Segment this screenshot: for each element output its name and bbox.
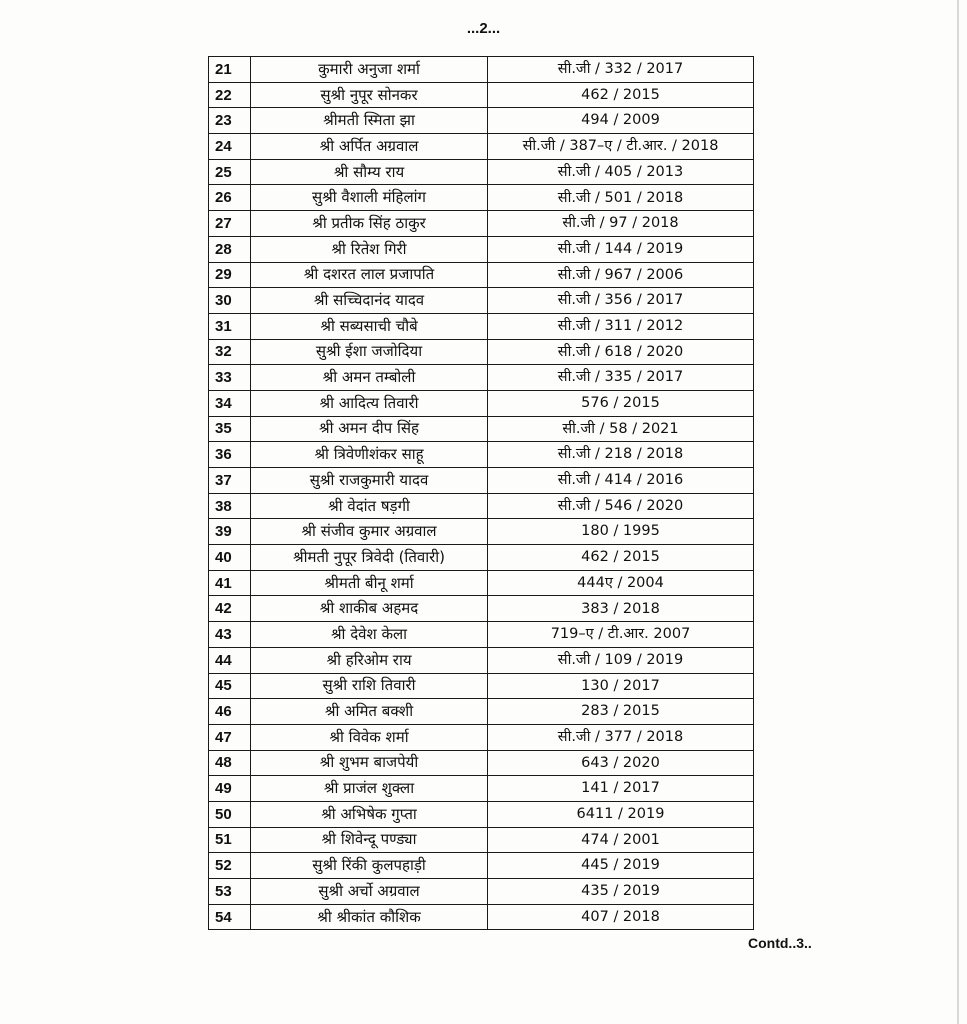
enrollment-number-cell: 6411 / 2019 bbox=[488, 801, 754, 827]
name-cell: सुश्री रिंकी कुलपहाड़ी bbox=[251, 853, 488, 879]
name-cell: श्री प्राजंल शुक्ला bbox=[251, 776, 488, 802]
table-row bbox=[209, 673, 754, 699]
serial-number-cell: 54 bbox=[209, 904, 251, 930]
name-cell: श्री अर्पित अग्रवाल bbox=[251, 134, 488, 160]
serial-number-cell: 36 bbox=[209, 442, 251, 468]
table-row bbox=[209, 288, 754, 314]
enrollment-number-cell: सी.जी / 967 / 2006 bbox=[488, 262, 754, 288]
enrollment-number-cell: सी.जी / 58 / 2021 bbox=[488, 416, 754, 442]
serial-number-cell: 38 bbox=[209, 493, 251, 519]
name-cell: श्री त्रिवेणीशंकर साहू bbox=[251, 442, 488, 468]
name-cell: श्रीमती नुपूर त्रिवेदी (तिवारी) bbox=[251, 545, 488, 571]
name-cell: श्री अमन तम्बोली bbox=[251, 365, 488, 391]
table-row bbox=[209, 211, 754, 237]
enrollment-number-cell: सी.जी / 546 / 2020 bbox=[488, 493, 754, 519]
enrollment-number-cell: 643 / 2020 bbox=[488, 750, 754, 776]
table-row bbox=[209, 159, 754, 185]
enrollment-number-cell: 407 / 2018 bbox=[488, 904, 754, 930]
enrollment-number-cell: 445 / 2019 bbox=[488, 853, 754, 879]
name-cell: सुश्री अर्चो अग्रवाल bbox=[251, 879, 488, 905]
serial-number-cell: 48 bbox=[209, 750, 251, 776]
serial-number-cell: 42 bbox=[209, 596, 251, 622]
table-row bbox=[209, 236, 754, 262]
name-cell: कुमारी अनुजा शर्मा bbox=[251, 57, 488, 83]
name-cell: श्रीमती स्मिता झा bbox=[251, 108, 488, 134]
name-cell: श्री हरिओम राय bbox=[251, 647, 488, 673]
enrollment-number-cell: सी.जी / 618 / 2020 bbox=[488, 339, 754, 365]
serial-number-cell: 39 bbox=[209, 519, 251, 545]
table-row bbox=[209, 313, 754, 339]
roll-table bbox=[208, 56, 754, 930]
serial-number-cell: 47 bbox=[209, 724, 251, 750]
serial-number-cell: 23 bbox=[209, 108, 251, 134]
serial-number-cell: 29 bbox=[209, 262, 251, 288]
name-cell: श्री रितेश गिरी bbox=[251, 236, 488, 262]
name-cell: सुश्री वैशाली मंहिलांग bbox=[251, 185, 488, 211]
serial-number-cell: 21 bbox=[209, 57, 251, 83]
table-row bbox=[209, 82, 754, 108]
table-row bbox=[209, 622, 754, 648]
table-row bbox=[209, 570, 754, 596]
serial-number-cell: 45 bbox=[209, 673, 251, 699]
name-cell: श्री विवेक शर्मा bbox=[251, 724, 488, 750]
table-row bbox=[209, 879, 754, 905]
name-cell: सुश्री राशि तिवारी bbox=[251, 673, 488, 699]
name-cell: श्री सब्यसाची चौबे bbox=[251, 313, 488, 339]
enrollment-number-cell: सी.जी / 332 / 2017 bbox=[488, 57, 754, 83]
name-cell: श्री शिवेन्दू पण्ड्या bbox=[251, 827, 488, 853]
table-row bbox=[209, 596, 754, 622]
table-row bbox=[209, 750, 754, 776]
serial-number-cell: 34 bbox=[209, 390, 251, 416]
serial-number-cell: 26 bbox=[209, 185, 251, 211]
enrollment-number-cell: सी.जी / 311 / 2012 bbox=[488, 313, 754, 339]
enrollment-number-cell: सी.जी / 377 / 2018 bbox=[488, 724, 754, 750]
serial-number-cell: 51 bbox=[209, 827, 251, 853]
serial-number-cell: 46 bbox=[209, 699, 251, 725]
table-row bbox=[209, 776, 754, 802]
serial-number-cell: 52 bbox=[209, 853, 251, 879]
enrollment-number-cell: 474 / 2001 bbox=[488, 827, 754, 853]
table-row bbox=[209, 134, 754, 160]
table-row bbox=[209, 390, 754, 416]
table-row bbox=[209, 57, 754, 83]
name-cell: श्री अमन दीप सिंह bbox=[251, 416, 488, 442]
enrollment-number-cell: 435 / 2019 bbox=[488, 879, 754, 905]
table-row bbox=[209, 801, 754, 827]
table-body bbox=[209, 57, 754, 930]
table-row bbox=[209, 365, 754, 391]
table-row bbox=[209, 468, 754, 494]
enrollment-number-cell: 494 / 2009 bbox=[488, 108, 754, 134]
enrollment-number-cell: 444ए / 2004 bbox=[488, 570, 754, 596]
serial-number-cell: 25 bbox=[209, 159, 251, 185]
serial-number-cell: 28 bbox=[209, 236, 251, 262]
table-row bbox=[209, 827, 754, 853]
name-cell: श्री श्रीकांत कौशिक bbox=[251, 904, 488, 930]
enrollment-number-cell: 383 / 2018 bbox=[488, 596, 754, 622]
serial-number-cell: 44 bbox=[209, 647, 251, 673]
serial-number-cell: 30 bbox=[209, 288, 251, 314]
name-cell: श्री दशरत लाल प्रजापति bbox=[251, 262, 488, 288]
enrollment-number-cell: 180 / 1995 bbox=[488, 519, 754, 545]
enrollment-number-cell: 462 / 2015 bbox=[488, 82, 754, 108]
table-row bbox=[209, 647, 754, 673]
name-cell: श्री अमित बक्शी bbox=[251, 699, 488, 725]
enrollment-number-cell: सी.जी / 144 / 2019 bbox=[488, 236, 754, 262]
name-cell: सुश्री नुपूर सोनकर bbox=[251, 82, 488, 108]
name-cell: श्री अभिषेक गुप्ता bbox=[251, 801, 488, 827]
enrollment-number-cell: 719–ए / टी.आर. 2007 bbox=[488, 622, 754, 648]
name-cell: श्री प्रतीक सिंह ठाकुर bbox=[251, 211, 488, 237]
name-cell: सुश्री राजकुमारी यादव bbox=[251, 468, 488, 494]
enrollment-number-cell: सी.जी / 501 / 2018 bbox=[488, 185, 754, 211]
enrollment-number-cell: 141 / 2017 bbox=[488, 776, 754, 802]
table-row bbox=[209, 724, 754, 750]
serial-number-cell: 35 bbox=[209, 416, 251, 442]
enrollment-number-cell: 462 / 2015 bbox=[488, 545, 754, 571]
enrollment-number-cell: सी.जी / 387–ए / टी.आर. / 2018 bbox=[488, 134, 754, 160]
enrollment-number-cell: सी.जी / 335 / 2017 bbox=[488, 365, 754, 391]
serial-number-cell: 40 bbox=[209, 545, 251, 571]
name-cell: श्री आदित्य तिवारी bbox=[251, 390, 488, 416]
enrollment-number-cell: सी.जी / 405 / 2013 bbox=[488, 159, 754, 185]
enrollment-number-cell: 130 / 2017 bbox=[488, 673, 754, 699]
enrollment-number-cell: सी.जी / 109 / 2019 bbox=[488, 647, 754, 673]
table-row bbox=[209, 108, 754, 134]
page-edge-shadow bbox=[957, 0, 959, 1024]
name-cell: श्री सच्चिदानंद यादव bbox=[251, 288, 488, 314]
table-row bbox=[209, 442, 754, 468]
name-cell: श्री शाकीब अहमद bbox=[251, 596, 488, 622]
table-row bbox=[209, 904, 754, 930]
name-cell: श्री शुभम बाजपेयी bbox=[251, 750, 488, 776]
enrollment-number-cell: 576 / 2015 bbox=[488, 390, 754, 416]
enrollment-number-cell: सी.जी / 356 / 2017 bbox=[488, 288, 754, 314]
enrollment-number-cell: सी.जी / 97 / 2018 bbox=[488, 211, 754, 237]
serial-number-cell: 43 bbox=[209, 622, 251, 648]
continued-note: Contd..3.. bbox=[748, 935, 812, 951]
name-cell: श्रीमती बीनू शर्मा bbox=[251, 570, 488, 596]
name-cell: श्री वेदांत षड़गी bbox=[251, 493, 488, 519]
name-cell: श्री संजीव कुमार अग्रवाल bbox=[251, 519, 488, 545]
table-row bbox=[209, 262, 754, 288]
enrollment-number-cell: सी.जी / 414 / 2016 bbox=[488, 468, 754, 494]
table-row bbox=[209, 519, 754, 545]
table-row bbox=[209, 339, 754, 365]
table-row bbox=[209, 416, 754, 442]
name-cell: श्री सौम्य राय bbox=[251, 159, 488, 185]
enrollment-number-cell: 283 / 2015 bbox=[488, 699, 754, 725]
serial-number-cell: 50 bbox=[209, 801, 251, 827]
table-row bbox=[209, 185, 754, 211]
serial-number-cell: 31 bbox=[209, 313, 251, 339]
table-row bbox=[209, 545, 754, 571]
serial-number-cell: 53 bbox=[209, 879, 251, 905]
serial-number-cell: 33 bbox=[209, 365, 251, 391]
serial-number-cell: 32 bbox=[209, 339, 251, 365]
page-number: ...2... bbox=[466, 20, 501, 37]
name-cell: श्री देवेश केला bbox=[251, 622, 488, 648]
name-cell: सुश्री ईशा जजोदिया bbox=[251, 339, 488, 365]
serial-number-cell: 22 bbox=[209, 82, 251, 108]
serial-number-cell: 37 bbox=[209, 468, 251, 494]
serial-number-cell: 27 bbox=[209, 211, 251, 237]
table-row bbox=[209, 699, 754, 725]
table-row bbox=[209, 853, 754, 879]
enrollment-number-cell: सी.जी / 218 / 2018 bbox=[488, 442, 754, 468]
serial-number-cell: 49 bbox=[209, 776, 251, 802]
serial-number-cell: 41 bbox=[209, 570, 251, 596]
serial-number-cell: 24 bbox=[209, 134, 251, 160]
table-row bbox=[209, 493, 754, 519]
